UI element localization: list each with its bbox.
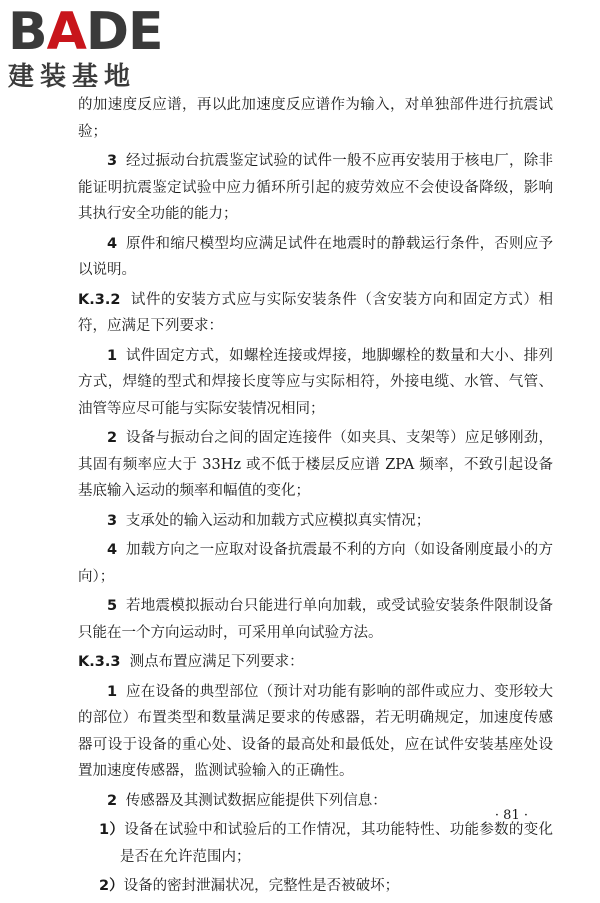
clause-item [78,231,553,284]
bade-logo [8,4,178,92]
sub-item [78,817,553,870]
item-text: 支承处的输入运动和加载方式应模拟真实情况； [125,512,431,529]
clause-number: K.3.3 [78,654,121,670]
item-number: 4 [107,542,118,558]
item-text: 加载方向之一应取对设备抗震最不利的方向（如设备刚度最小的方向）； [78,542,553,585]
clause-item [78,679,553,785]
logo-letter-a: A [46,2,86,62]
item-number: 5 [107,598,118,614]
clause-item [78,593,553,646]
logo-letter-b: B [8,2,47,62]
item-number: 2 [107,430,118,446]
logo-letters-de: DE [85,2,163,62]
item-text: 应在设备的典型部位（预计对功能有影响的部件或应力、变形较大的部位）布置类型和数量满足要求的传感器，若无明确规定，加速度传感器可设于设备的重心处、设备的最高处和最低处，应在试件安装基座处设置加速度传感器，监测试验输入的正确性。 [78,683,553,779]
clause-item [78,508,553,535]
clause-item [78,148,553,228]
clause-text: 试件的安装方式应与实际安装条件（含安装方向和固定方式）相符，应满足下列要求： [78,291,554,334]
item-text: 若地震模拟振动台只能进行单向加载，或受试验安装条件限制设备只能在一个方向运动时，可采用单向试验方法。 [78,598,553,641]
clause-item [78,788,553,815]
clause-text: 测点布置应满足下列要求： [129,654,304,670]
item-number: 3 [107,512,118,529]
item-text: 经过振动台抗震鉴定试验的试件一般不应再安装用于核电厂，除非能证明抗震鉴定试验中应力循环所引起的疲劳效应不会使设备降级，影响其执行安全功能的能力； [78,153,553,222]
item-number: 2 [107,792,118,809]
item-number: 1 [107,683,118,700]
paragraph [78,92,553,145]
clause-item [78,537,553,590]
item-text: 原件和缩尺模型均应满足试件在地震时的静载运行条件，否则应予以说明。 [78,235,553,278]
sub-item-text: 设备在试验中和试验后的工作情况，其功能特性、功能参数的变化是否在允许范围内； [120,822,553,865]
clause-number: K.3.2 [78,291,121,308]
item-text: 传感器及其测试数据应能提供下列信息： [125,792,387,809]
sub-item-text: 设备的密封泄漏状况，完整性是否被破坏； [123,878,400,894]
sub-item-number: 1） [99,822,125,838]
item-number: 4 [107,235,118,252]
clause-heading [78,649,553,676]
sub-item [78,873,553,900]
clause-heading [78,287,553,340]
sub-item-number: 2） [99,878,124,894]
item-text: 试件固定方式，如螺栓连接或焊接，地脚螺栓的数量和大小、排列方式，焊缝的型式和焊接长度等应与实际相符，外接电缆、水管、气管、油管等应尽可能与实际安装情况相同； [78,347,553,417]
logo-subtitle: 建装基地 [8,62,137,92]
item-number: 1 [107,347,118,364]
paragraph-text: 的加速度反应谱，再以此加速度反应谱作为输入，对单独部件进行抗震试验； [78,97,553,140]
clause-item [78,343,553,423]
page-body [78,92,553,903]
page-number: · 81 · [494,808,528,823]
item-number: 3 [107,153,118,169]
clause-item [78,425,553,505]
logo-wordmark [8,4,178,60]
item-text: 设备与振动台之间的固定连接件（如夹具、支架等）应足够刚劲，其固有频率应大于 33Hz 或不低于楼层反应谱 ZPA 频率，不致引起设备基底输入运动的频率和幅值的变化； [78,430,553,499]
